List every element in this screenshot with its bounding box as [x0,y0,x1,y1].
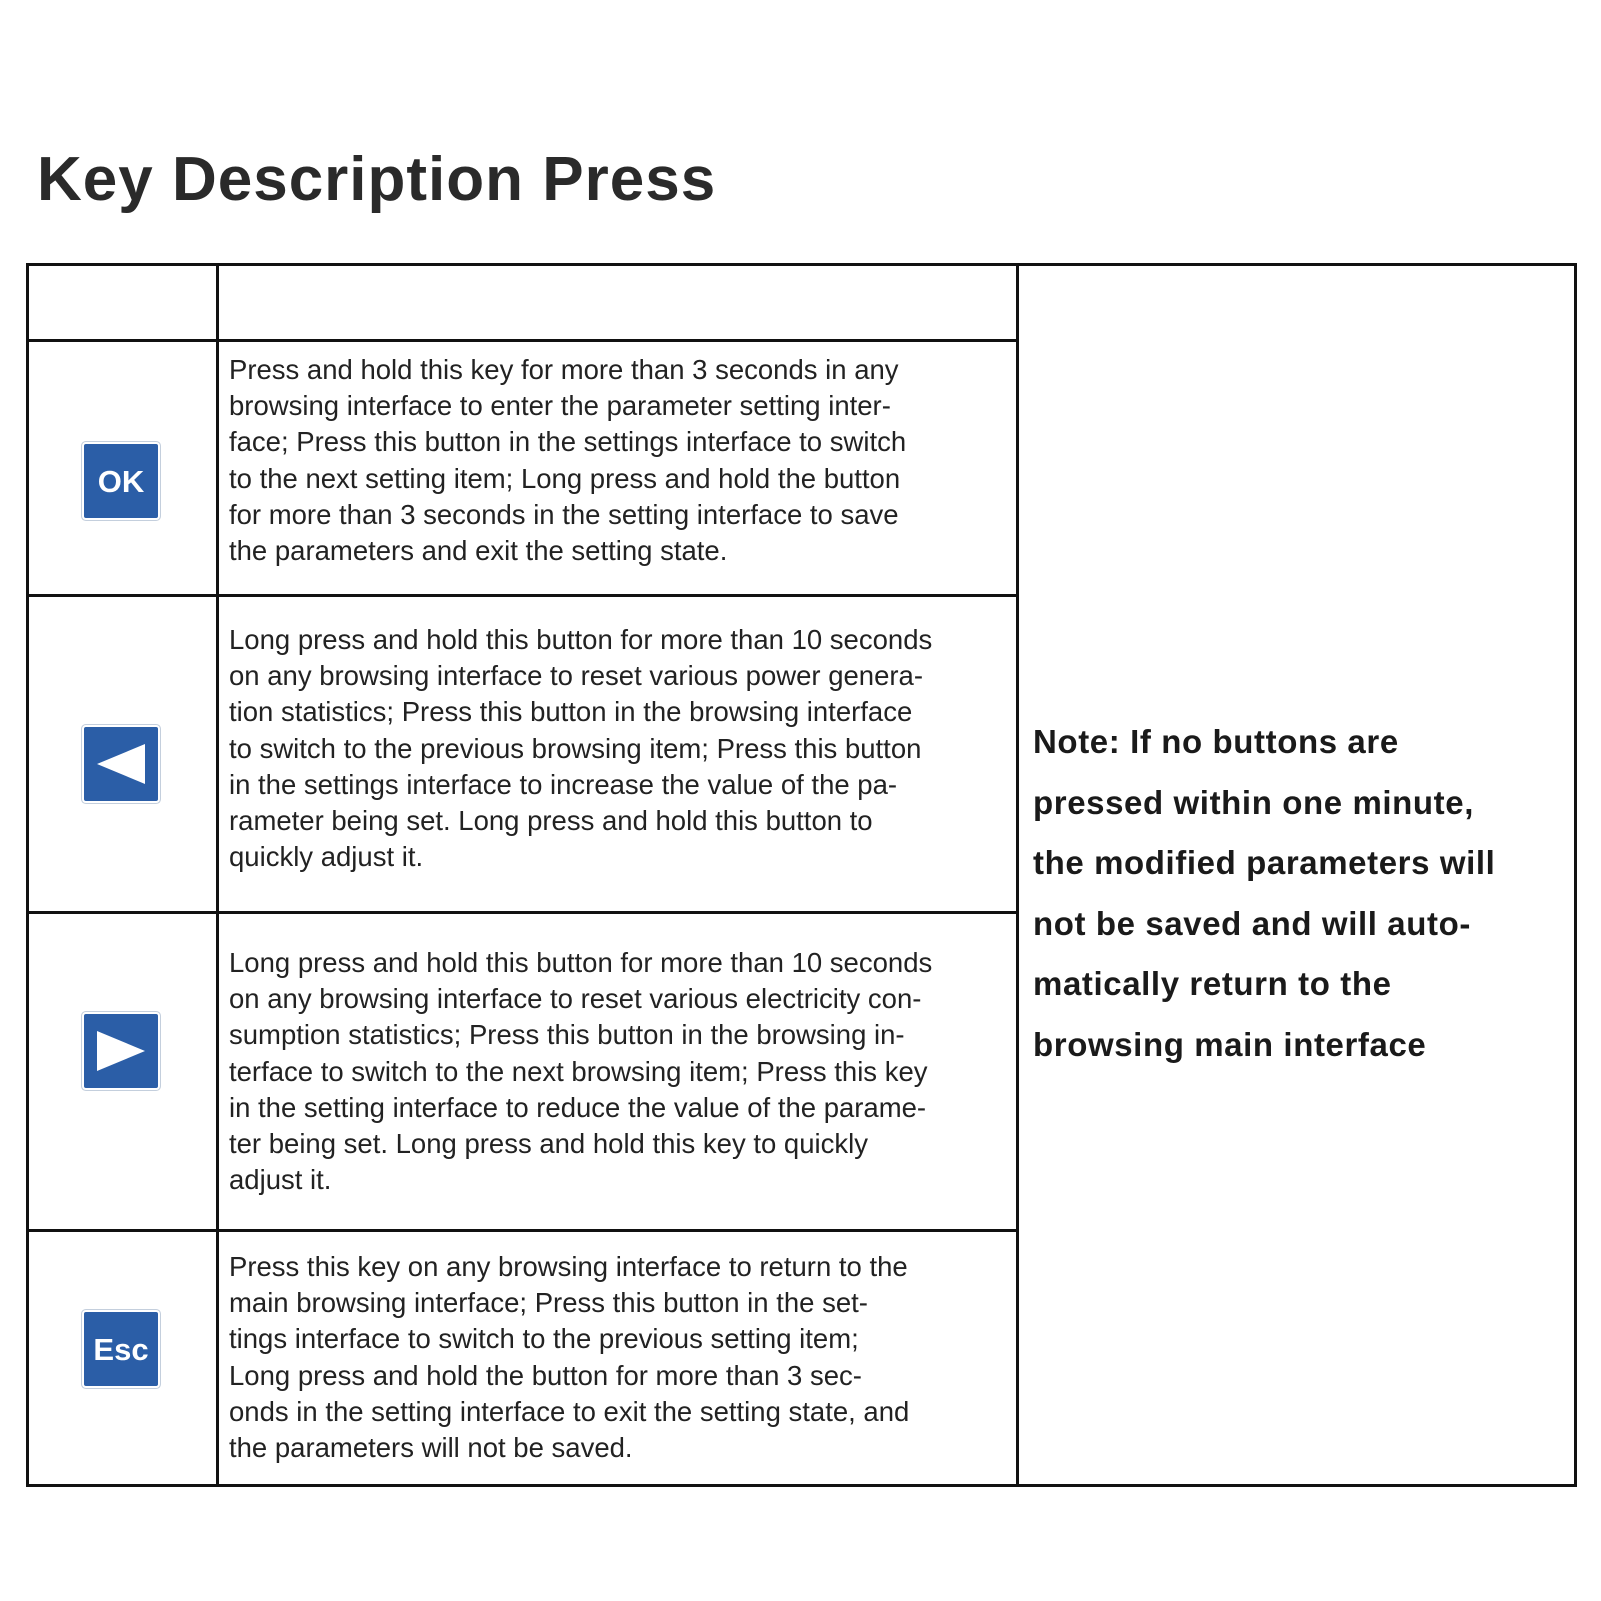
key-description-table [26,263,1577,1487]
esc-key-label: Esc [93,1331,149,1367]
table-column-divider [216,266,219,1484]
note-text: Note: If no buttons are pressed within one minute, the modified parameters will not be saved and will auto- matically return to the browsing main interface [1033,723,1496,1063]
table-row-divider [29,594,1019,597]
left-key-description: Long press and hold this button for more than 10 seconds on any browsing interface to reset various power genera- tion statistics; Press this button in the browsing interface to switch to the previous browsing item; Press this button in the settings interface to increase the value of the pa- rameter being set. Long press and hold this button to quickly adjust it. [229,624,933,873]
table-row-divider [29,339,1019,342]
table-column-divider [1016,266,1019,1484]
esc-key-icon [84,1312,158,1386]
page-title: Key Description Press [37,145,717,214]
ok-key-label: OK [97,463,145,499]
right-arrow-key-icon [84,1014,158,1088]
ok-key-description: Press and hold this key for more than 3 seconds in any browsing interface to enter the parameter setting inter- face; Press this button in the settings interface to switch to the next setting item; Long press and hold the button for more than 3 seconds in the setting interface to save the parameters and exit the setting state. [229,354,907,567]
left-arrow-key-icon [84,727,158,801]
esc-key-description: Press this key on any browsing interface to return to the main browsing interface; Press this button in the set- tings interface to switch to the previous setting item; Long press and hold the button for more than 3 sec- onds in the setting interface to exit the setting state, and the parameters will not be saved. [229,1251,910,1464]
left-triangle-icon [95,742,147,786]
right-key-description: Long press and hold this button for more than 10 seconds on any browsing interface to reset various electricity con- sumption statistics; Press this button in the browsing in- terface to switch to the next browsing item; Press this key in the setting interface to reduce the value of the parame- ter being set. Long press and hold this key to quickly adjust it. [229,947,933,1196]
right-triangle-icon [95,1029,147,1073]
table-row-divider [29,911,1019,914]
ok-key-icon [84,444,158,518]
table-row-divider [29,1229,1019,1232]
